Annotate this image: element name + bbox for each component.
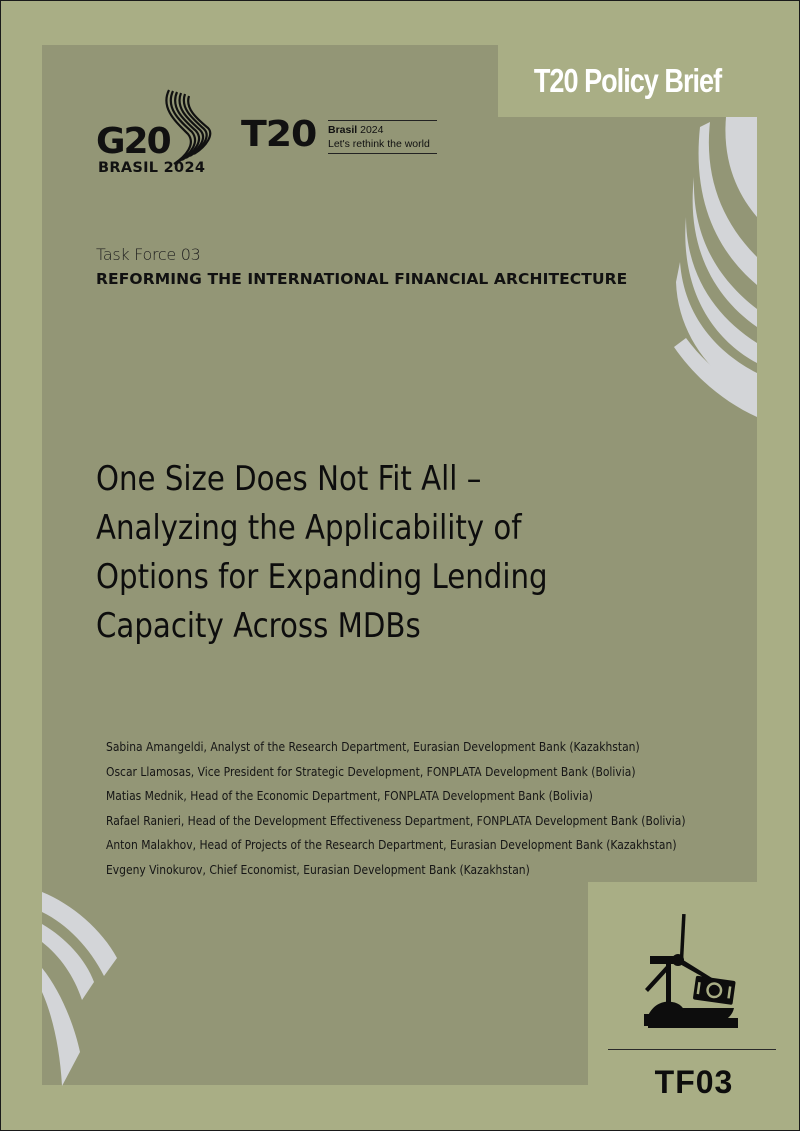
t20-tag-country: Brasil <box>328 124 358 136</box>
task-force-code: TF03 <box>654 1064 734 1100</box>
policy-brief-label: T20 Policy Brief <box>533 62 722 99</box>
t20-logo-mark: T20 <box>241 114 317 155</box>
author-list <box>106 735 686 882</box>
decorative-swoosh-left-icon <box>42 880 122 1090</box>
task-force-label: Task Force 03 <box>96 245 201 264</box>
decorative-swoosh-right-icon <box>660 117 757 417</box>
title-line: Options for Expanding Lending <box>96 557 548 597</box>
document-title <box>96 455 655 651</box>
title-line: Capacity Across MDBs <box>96 606 421 646</box>
author-item: Anton Malakhov, Head of Projects of the Research Department, Eurasian Development Bank (Kazakhstan) <box>106 837 677 852</box>
task-force-name: REFORMING THE INTERNATIONAL FINANCIAL ARCHITECTURE <box>96 270 628 288</box>
g20-logo-subtitle: BRASIL 2024 <box>98 160 206 176</box>
author-item: Rafael Ranieri, Head of the Development Effectiveness Department, FONPLATA Development Bank (Bolivia) <box>106 812 686 828</box>
task-force-divider <box>608 1049 776 1050</box>
author-item: Matias Mednik, Head of the Economic Department, FONPLATA Development Bank (Bolivia) <box>106 788 593 803</box>
title-line: One Size Does Not Fit All – <box>96 459 482 499</box>
wind-turbine-money-icon <box>642 900 742 1030</box>
policy-brief-badge <box>498 45 757 117</box>
t20-tagline: Let's rethink the world <box>328 138 430 150</box>
t20-tagline-block <box>328 120 437 154</box>
title-line: Analyzing the Applicability of <box>96 508 522 548</box>
author-item: Sabina Amangeldi, Analyst of the Research Department, Eurasian Development Bank (Kazakhstan) <box>106 739 640 754</box>
g20-logo-mark: G20 <box>96 121 170 162</box>
author-item: Oscar Llamosas, Vice President for Strategic Development, FONPLATA Development Bank (Bolivia) <box>106 763 636 779</box>
author-item: Evgeny Vinokurov, Chief Economist, Eurasian Development Bank (Kazakhstan) <box>106 861 530 877</box>
t20-tag-year: 2024 <box>360 124 384 136</box>
